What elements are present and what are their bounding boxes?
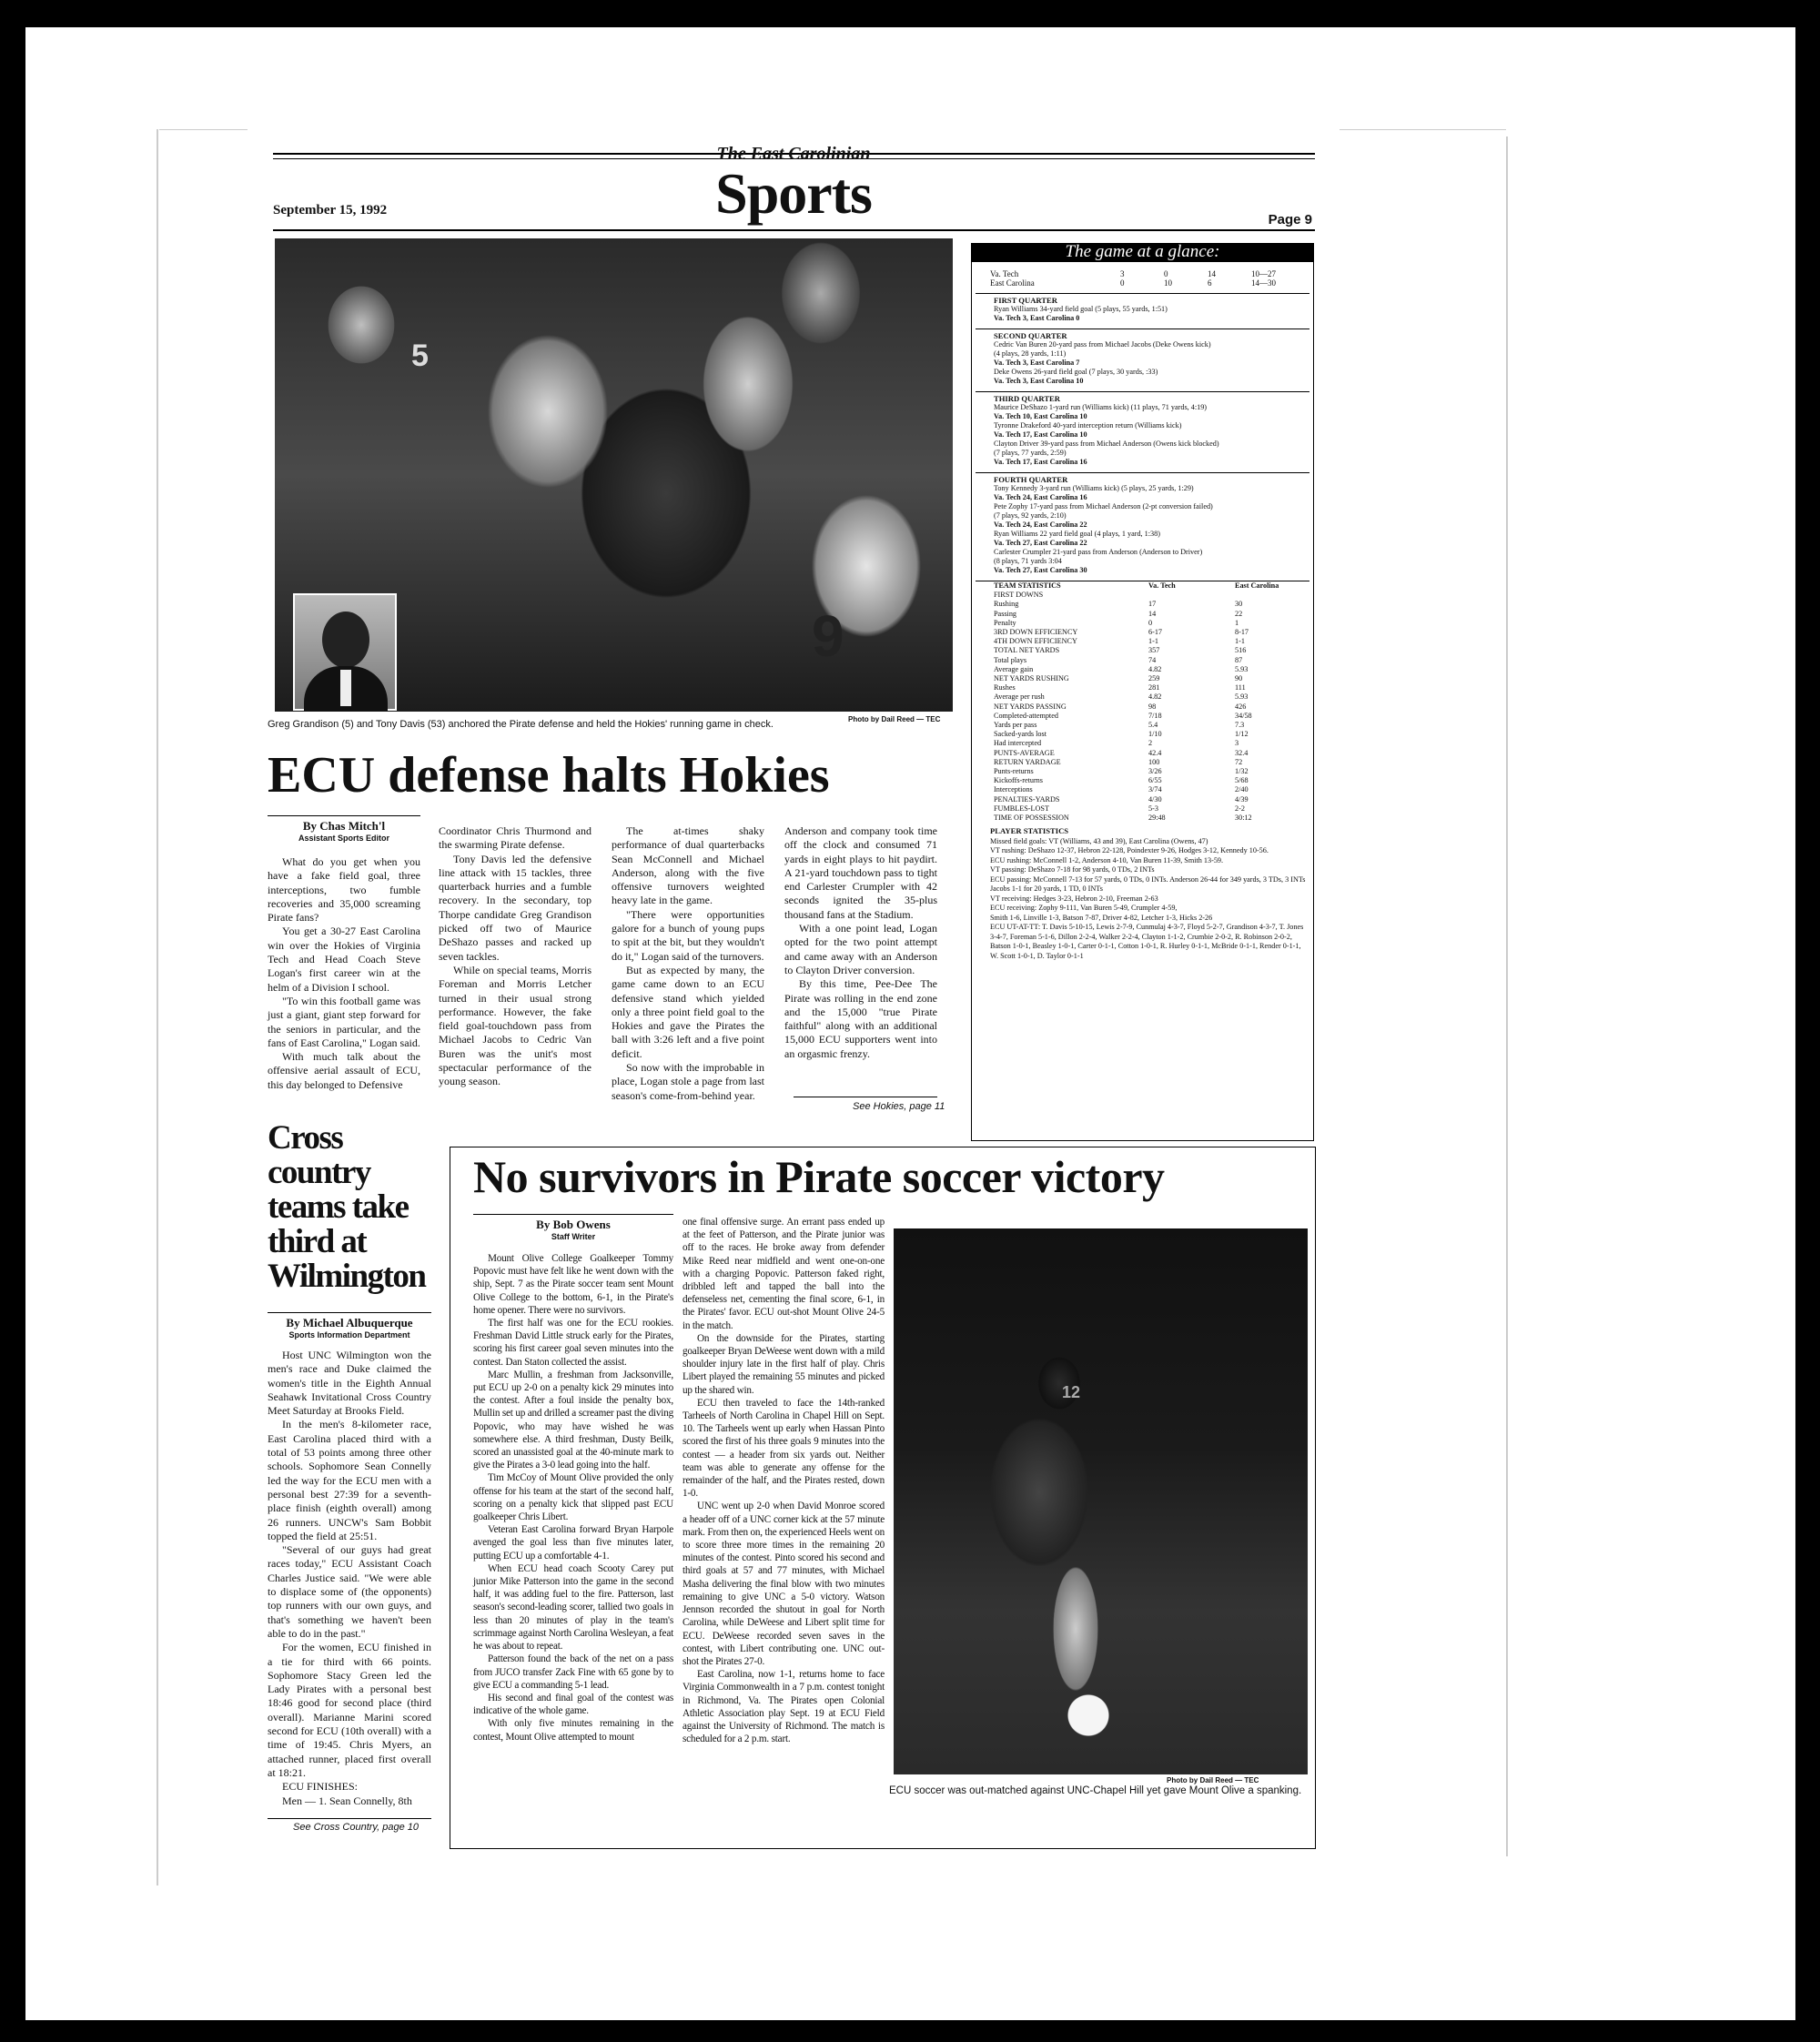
paragraph: Host UNC Wilmington won the men's race and Duke claimed the women's title in the Eighth Annual Seahawk Invitational Cross Country Meet Saturday at Brooks Field. (268, 1349, 431, 1418)
scoring-play: (7 plays, 92 yards, 2:10) (994, 511, 1067, 520)
byline-rule (268, 815, 420, 816)
paragraph: While on special teams, Morris Foreman and Morris Letcher turned in their usual strong performance. However, the fake field goal-touchdown pass from Michael Jacobs to Cedric Van Buren was the unit's most spectacular performance of the young season. (439, 963, 592, 1088)
scoring-play: Va. Tech 24, East Carolina 22 (994, 521, 1087, 529)
stat-label: FUMBLES-LOST (994, 804, 1049, 813)
player-stat-line: VT rushing: DeShazo 12-37, Hebron 22-128, Poindexter 9-26, Hodges 3-12, Kennedy 10-56. (990, 846, 1269, 855)
stat-label: Rushes (994, 683, 1016, 692)
player-stat-line: Missed field goals: VT (Williams, 43 and 39), East Carolina (Owens, 47) (990, 836, 1208, 845)
scoring-play: Ryan Williams 22 yard field goal (4 plays, 1 yard, 1:38) (994, 530, 1160, 538)
glance-title: The game at a glance: (972, 244, 1313, 262)
score-cell: 3 (1120, 269, 1125, 278)
photo-caption: Greg Grandison (5) and Tony Davis (53) anchored the Pirate defense and held the Hokies' running game in check. (268, 719, 774, 730)
stat-row (979, 739, 1311, 748)
stat-label: Passing (994, 609, 1017, 618)
stat-value: 29:48 (1148, 814, 1166, 823)
player-stat-line: ECU receiving: Zophy 9-111, Van Buren 5-49, Crumpler 4-59, (990, 904, 1178, 913)
quarter-section (976, 329, 1309, 386)
stat-label: NET YARDS PASSING (994, 702, 1067, 711)
cross-country-headline (268, 1121, 450, 1294)
paragraph: Veteran East Carolina forward Bryan Harpole avenged the goal less than five minutes later, putting ECU up a comfortable 4-1. (473, 1524, 673, 1562)
stat-value: 32.4 (1235, 748, 1249, 757)
paragraph: With much talk about the offensive aerial assault of ECU, this day belonged to Defensive (268, 1050, 420, 1091)
stat-row (979, 665, 1311, 674)
scan-edge (157, 129, 158, 1885)
scoring-play: Va. Tech 17, East Carolina 16 (994, 458, 1087, 466)
score-cell: 10 (1164, 278, 1172, 288)
stat-row (979, 628, 1311, 637)
stat-row (979, 767, 1311, 776)
paragraph: What do you get when you have a fake field goal, three interceptions, two fumble recoveries and 35,000 screaming Pirate fans? (268, 855, 420, 925)
stat-row (979, 703, 1311, 712)
quarter-section (976, 391, 1309, 467)
main-byline (268, 819, 420, 843)
stat-value: 1 (1235, 618, 1239, 627)
jersey-number: 5 (411, 339, 429, 373)
stat-value: 6-17 (1148, 628, 1163, 637)
headshot-tie (340, 670, 351, 706)
team-stats-header (979, 581, 1311, 591)
paper-name: The East Carolinian (716, 144, 871, 164)
stat-value: 5/68 (1235, 776, 1249, 785)
scoring-play: Va. Tech 3, East Carolina 7 (994, 359, 1080, 367)
stat-value: 2/40 (1235, 785, 1249, 794)
byline-name: By Chas Mitch'l (302, 819, 386, 833)
stat-value (1235, 591, 1311, 600)
stat-value: 100 (1148, 757, 1160, 766)
paragraph: By this time, Pee-Dee The Pirate was rolling in the end zone and the 15,000 "true Pirate faithful" along with an additional 15,000 ECU supporters went into an orgasmic frenzy. (784, 977, 937, 1060)
stat-row (979, 674, 1311, 683)
player-stat-line: VT receiving: Hedges 3-23, Hebron 2-10, Freeman 2-63 (990, 894, 1158, 903)
stat-value: 4/39 (1235, 794, 1249, 804)
paragraph: Marc Mullin, a freshman from Jacksonville, put ECU up 2-0 on a penalty kick 29 minutes into the contest. After a foul inside the penalty box, Mullin set up and drilled a screamer past the diving Popovic, who may have wished he was somewhere else. A third freshman, Dusty Beilk, scored an unassisted goal at the 40-minute mark to give the Pirates a 3-0 lead going into the half. (473, 1369, 673, 1471)
player-stat-line: ECU rushing: McConnell 1-2, Anderson 4-10, Van Buren 11-39, Smith 13-59. (990, 855, 1224, 864)
stat-value: 8-17 (1235, 628, 1249, 637)
paragraph: But as expected by many, the game came down to an ECU defensive stand which yielded only a three point field goal to the Hokies and gave the Pirates the ball with 3:26 left and a five point deficit. (612, 963, 764, 1060)
player-stat-line: ECU UT-AT-TT: T. Davis 5-10-15, Lewis 2-7-9, Cunmulaj 4-3-7, Floyd 5-2-7, Grandison 4-3-7, T. Jones 3-4-7, Foreman 5-1-6, Dillon 2-2-4, Walker 2-2-4, Clayton 1-1-2, Crumbie 2-0-2, R. Robinson 2-0-2, Batson 1-0-1, Beasley 1-0-1, Carter 0-1-1, Cotton 1-0-1, R. Hurley 0-1-1, McBride 0-1-1, Render 0-1-1, W. Scott 1-0-1, D. Taylor 0-1-1 (990, 923, 1304, 960)
stat-value (1148, 591, 1235, 600)
paragraph: Tim McCoy of Mount Olive provided the only offense for his team at the start of the second half, scoring on a penalty kick that slipped past ECU goalkeeper Chris Libert. (473, 1472, 673, 1523)
stat-label: PENALTIES-YARDS (994, 794, 1060, 804)
main-headline: ECU defense halts Hokies (268, 747, 830, 804)
headline-line: Cross (268, 1119, 343, 1157)
team-stats-table (979, 581, 1311, 823)
player-headshot (293, 593, 397, 711)
scoring-play: Tyronne Drakeford 40-yard interception return (Williams kick) (994, 421, 1182, 430)
stat-value: 7.3 (1235, 721, 1245, 730)
stat-label: RETURN YARDAGE (994, 757, 1061, 766)
story-column (268, 855, 420, 1092)
paragraph: For the women, ECU finished in a tie for third with 66 points. Sophomore Stacy Green led the Lady Pirates with a personal best 18:46 good for second place (third overall). Marianne Marini scored second for ECU (10th overall) with a time of 19:45. Chris Myers, an attached runner, placed first overall at 18:21. (268, 1641, 431, 1779)
paragraph: Tony Davis led the defensive line attack with 15 tackles, three quarterback hurries and a fumble recovery. In the secondary, top Thorpe candidate Greg Grandison picked off two of Maurice DeShazo passes and racked up seven tackles. (439, 852, 592, 963)
stat-row (979, 637, 1311, 646)
stat-label: Kickoffs-returns (994, 776, 1043, 785)
stat-value: 5.93 (1235, 664, 1249, 673)
story-column (473, 1252, 673, 1744)
paragraph: Coordinator Chris Thurmond and the swarming Pirate defense. (439, 824, 592, 852)
stat-value: 3 (1235, 739, 1239, 748)
stat-label: Average gain (994, 664, 1034, 673)
team-column-head: Va. Tech (1148, 581, 1176, 590)
stat-value: 281 (1148, 683, 1160, 692)
score-cell: East Carolina (990, 278, 1035, 288)
stat-value: 34/58 (1235, 711, 1252, 720)
paragraph: "There were opportunities galore for a bunch of young pups to spit at the bit, but they wouldn't do it," Logan said of the turnovers. (612, 907, 764, 963)
paragraph: East Carolina, now 1-1, returns home to face Virginia Commonwealth in a 7 p.m. contest tonight in Richmond, Va. The Pirates open Colonial Athletic Association play Sept. 19 at ECU Field against the University of Richmond. The match is scheduled for a 2 p.m. start. (682, 1669, 885, 1745)
stat-label: Sacked-yards lost (994, 730, 1046, 739)
scoring-play: Cedric Van Buren 20-yard pass from Michael Jacobs (Deke Owens kick) (994, 340, 1211, 349)
soccer-byline (473, 1218, 673, 1241)
scoring-play: Va. Tech 27, East Carolina 22 (994, 539, 1087, 547)
scoring-play: Deke Owens 26-yard field goal (7 plays, 30 yards, :33) (994, 368, 1158, 376)
page-number: Page 9 (1268, 212, 1312, 227)
photo-credit: Photo by Dail Reed — TEC (848, 715, 941, 723)
stat-row (979, 785, 1311, 794)
headline-line: country (268, 1154, 370, 1191)
stat-value: 1/12 (1235, 730, 1249, 739)
stat-label: Completed-attempted (994, 711, 1058, 720)
scan-edge (1506, 136, 1508, 1856)
paragraph: In the men's 8-kilometer race, East Carolina placed third with a total of 53 points among three other schools. Sophomore Sean Connelly led the way for the ECU men with a personal best 27:39 for a seventh-place finish (eighth overall) among 26 runners. UNCW's Sam Bobbit topped the field at 25:51. (268, 1418, 431, 1542)
stat-row (979, 730, 1311, 739)
stat-row (979, 600, 1311, 609)
score-cell: Va. Tech (990, 269, 1019, 278)
stat-value: 5-3 (1148, 804, 1158, 813)
stat-label: NET YARDS RUSHING (994, 674, 1069, 683)
stat-row (979, 721, 1311, 730)
scoring-play: Pete Zophy 17-yard pass from Michael Anderson (2-pt conversion failed) (994, 502, 1213, 510)
score-row (990, 269, 1304, 278)
stat-value: 7/18 (1148, 711, 1162, 720)
score-cell: 0 (1120, 278, 1125, 288)
scoring-play: (8 plays, 71 yards 3:04 (994, 557, 1062, 565)
paragraph: one final offensive surge. An errant pass ended up at the feet of Patterson, and the Pirate junior was off to the races. He broke away from defender Mike Reed near midfield and went one-on-one with a charging Popovic. Patterson faked right, dribbled left and tapped the ball into the defenseless net, cementing the final score, 6-1, in the Pirates' favor. ECU out-shot Mount Olive 24-5 in the match. (682, 1217, 885, 1331)
stat-value: 87 (1235, 655, 1243, 664)
stat-label: Had intercepted (994, 739, 1042, 748)
stat-row (979, 712, 1311, 721)
paragraph: ECU FINISHES: (282, 1780, 359, 1794)
story-column (268, 1349, 431, 1808)
stat-value: 3/26 (1148, 767, 1162, 776)
scoring-summary (972, 293, 1313, 575)
stat-value: 4.82 (1148, 692, 1162, 702)
soccer-headline: No survivors in Pirate soccer victory (473, 1151, 1165, 1202)
score-cell: 6 (1208, 278, 1212, 288)
stat-row (979, 692, 1311, 702)
quarter-section (976, 472, 1309, 575)
byline-rule (268, 1312, 431, 1313)
paragraph: The first half was one for the ECU rookies. Freshman David Little struck early for the Pirates, scoring his first career goal seven minutes into the contest. Dan Staton collected the assist. (473, 1318, 673, 1368)
paragraph: On the downside for the Pirates, starting goalkeeper Bryan DeWeese went down with a mild shoulder injury late in the first half of play. Chris Libert played the remaining 55 minutes and picked up the shared win. (682, 1332, 885, 1396)
stat-value: 14 (1148, 609, 1157, 618)
stat-value: 1-1 (1148, 637, 1158, 646)
scoring-play: Va. Tech 3, East Carolina 0 (994, 314, 1080, 322)
score-cell: 14—30 (1251, 278, 1276, 288)
score-cell: 10—27 (1251, 269, 1276, 278)
stat-value: 111 (1235, 683, 1246, 692)
story-column (439, 824, 592, 1089)
photo-credit: Photo by Dail Reed — TEC (1167, 1776, 1259, 1784)
score-row (990, 278, 1304, 288)
scoring-play: (7 plays, 77 yards, 2:59) (994, 449, 1067, 457)
paragraph: UNC went up 2-0 when David Monroe scored a header off of a UNC corner kick at the 57 minute mark. From then on, the experienced Heels went on to score three more times in the remaining 20 minutes of the contest. Pinto scored his second and third goals at 57 and 77 minutes, with Michael Masha delivering the final blow with two minutes remaining to give UNC a 5-0 victory. Watson Jennson recorded the shutout in goal for North Carolina, while DeWeese and Libert split time for ECU. DeWeese recorded seven saves in the contest, with Libert contributing one. UNC out-shot the Pirates 27-0. (682, 1501, 885, 1667)
stat-value: 5.4 (1148, 721, 1158, 730)
stat-value: 1-1 (1235, 637, 1245, 646)
scoring-play: Ryan Williams 34-yard field goal (5 plays, 55 yards, 1:51) (994, 305, 1168, 313)
paragraph: So now with the improbable in place, Logan stole a page from last season's come-from-behind year. (612, 1061, 764, 1102)
paragraph: "Several of our guys had great races today," ECU Assistant Coach Charles Justice said. "We were able to displace some of (the opponents) top runners with our own guys, and that's something we haven't been able to do in the past." (268, 1543, 431, 1640)
player-stat-line: Smith 1-6, Linville 1-3, Batson 7-87, Driver 4-82, Letcher 1-3, Hicks 2-26 (990, 913, 1213, 922)
scoring-play: Carlester Crumpler 21-yard pass from Anderson (Anderson to Driver) (994, 548, 1203, 556)
byline-name: By Michael Albuquerque (286, 1316, 413, 1329)
paragraph: Mount Olive College Goalkeeper Tommy Popovic must have felt like he went down with the ship, Sept. 7 as the Pirate soccer team sent Mount Olive College to the bottom, 6-1, in the Pirate's home opener. There were no survivors. (473, 1253, 673, 1316)
stat-row (979, 683, 1311, 692)
section-title: Sports (715, 161, 872, 226)
stat-row (979, 646, 1311, 655)
stat-value: 30:12 (1235, 814, 1252, 823)
stat-label: Rushing (994, 600, 1019, 609)
stat-value: 516 (1235, 646, 1247, 655)
stat-value: 72 (1235, 757, 1243, 766)
stat-value: 426 (1235, 702, 1247, 711)
jump-line[interactable]: See Hokies, page 11 (853, 1101, 945, 1112)
scoring-play: Va. Tech 10, East Carolina 10 (994, 412, 1087, 420)
cross-country-byline (268, 1316, 431, 1339)
stat-row (979, 795, 1311, 804)
stat-value: 1/10 (1148, 730, 1162, 739)
stat-label: Punts-returns (994, 767, 1034, 776)
quarter-heading: FOURTH QUARTER (994, 475, 1068, 484)
stat-value: 1/32 (1235, 767, 1249, 776)
stat-label: PUNTS-AVERAGE (994, 748, 1055, 757)
issue-date: September 15, 1992 (273, 203, 388, 217)
score-cell: 0 (1164, 269, 1168, 278)
stat-label: Total plays (994, 655, 1027, 664)
stat-value: 4.82 (1148, 664, 1162, 673)
headline-line: teams take (268, 1188, 409, 1226)
masthead-rule (273, 229, 1315, 231)
quarter-heading: FIRST QUARTER (994, 296, 1057, 305)
story-column (784, 824, 937, 1061)
stat-row (979, 758, 1311, 767)
scoring-play: Va. Tech 3, East Carolina 10 (994, 377, 1084, 385)
story-column (682, 1216, 885, 1745)
team-column-head: East Carolina (1235, 581, 1279, 590)
scoring-play: Tony Kennedy 3-yard run (Williams kick) (5 plays, 25 yards, 1:29) (994, 484, 1194, 492)
scoring-play: Va. Tech 24, East Carolina 16 (994, 493, 1087, 501)
stat-label: TOTAL NET YARDS (994, 646, 1060, 655)
stat-value: 90 (1235, 674, 1243, 683)
jump-line[interactable]: See Cross Country, page 10 (293, 1822, 419, 1833)
byline-title: Staff Writer (551, 1232, 596, 1241)
score-table (990, 269, 1304, 288)
photo-caption: ECU soccer was out-matched against UNC-Chapel Hill yet gave Mount Olive a spanking. (889, 1785, 1302, 1796)
stat-value: 2-2 (1235, 804, 1245, 813)
stat-value: 17 (1148, 600, 1157, 609)
story-column (612, 824, 764, 1103)
stat-row (979, 804, 1311, 814)
stat-row (979, 610, 1311, 619)
paragraph: Anderson and company took time off the clock and consumed 71 yards in eight plays to hit paydirt. A 21-yard touchdown pass to tight end Carlester Crumpler with 42 seconds ignited the 35-plus thousand fans at the Stadium. (784, 824, 937, 921)
football-photo (275, 238, 953, 712)
stat-value: 30 (1235, 600, 1243, 609)
stat-label: 4TH DOWN EFFICIENCY (994, 637, 1077, 646)
jersey-number: 9 (812, 603, 844, 669)
game-at-a-glance-box (971, 243, 1314, 1141)
scoring-play: Va. Tech 17, East Carolina 10 (994, 430, 1087, 439)
stat-value: 74 (1148, 655, 1157, 664)
stat-value: 98 (1148, 702, 1157, 711)
paragraph: His second and final goal of the contest was indicative of the whole game. (473, 1692, 673, 1717)
stat-value: 357 (1148, 646, 1160, 655)
quarter-section (976, 293, 1309, 323)
jump-rule (268, 1818, 431, 1819)
scoring-play: (4 plays, 28 yards, 1:11) (994, 349, 1067, 358)
stat-label: Penalty (994, 618, 1016, 627)
stat-value: 2 (1148, 739, 1153, 748)
stat-row (979, 619, 1311, 628)
paragraph: ECU then traveled to face the 14th-ranked Tarheels of North Carolina in Chapel Hill on Sept. 10. The Tarheels went up early when Hassan Pinto scored the first of his three goals 9 minutes into the contest — a header from six yards out. Neither team was able to generate any offense for the remainder of the half, and the Pirates rested, down 1-0. (682, 1397, 885, 1500)
stat-value: 22 (1235, 609, 1243, 618)
paragraph: The at-times shaky performance of dual quarterbacks Sean McConnell and Michael Anderson, along with the five offensive turnovers weighted heavy late in the game. (612, 824, 764, 907)
stat-label: FIRST DOWNS (994, 591, 1044, 600)
stat-row (979, 749, 1311, 758)
paragraph: "To win this football game was just a giant, giant step forward for the seniors in particular, and the fans of East Carolina," Logan said. (268, 994, 420, 1049)
paragraph: When ECU head coach Scooty Carey put junior Mike Patterson into the game in the second half, it was adding fuel to the fire. Patterson, last season's second-leading scorer, tallied two goals in less than 20 minutes of play in the team's scrimmage against North Carolina Wesleyan, a feat he was about to repeat. (473, 1562, 673, 1653)
byline-name: By Bob Owens (536, 1218, 611, 1231)
team-stats-heading: TEAM STATISTICS (994, 581, 1061, 590)
player-stat-line: VT passing: DeShazo 7-18 for 98 yards, 0 TDs, 2 INTs (990, 865, 1155, 874)
player-stat-line: ECU passing: McConnell 7-13 for 57 yards, 0 TDs, 0 INTs. Anderson 26-44 for 349 yards, 3 TDs, 3 INTs (990, 874, 1306, 884)
stat-row (979, 656, 1311, 665)
scoring-play: Va. Tech 27, East Carolina 30 (994, 566, 1087, 574)
stat-value: 3/74 (1148, 785, 1162, 794)
paragraph: With only five minutes remaining in the contest, Mount Olive attempted to mount (473, 1718, 673, 1743)
paragraph: You get a 30-27 East Carolina win over the Hokies of Virginia Tech and Head Coach Steve Logan's first career win at the helm of a Division I school. (268, 925, 420, 994)
stat-label: TIME OF POSSESSION (994, 814, 1069, 823)
headshot-head (322, 612, 369, 668)
player-stats-heading: PLAYER STATISTICS (990, 826, 1069, 836)
newspaper-page (248, 127, 1340, 1856)
byline-rule (473, 1214, 673, 1215)
jersey-number: 12 (1062, 1383, 1081, 1401)
stat-value: 259 (1148, 674, 1160, 683)
headline-line: third at (268, 1223, 367, 1260)
stat-label: Average per rush (994, 692, 1045, 702)
stat-value: 42.4 (1148, 748, 1162, 757)
score-cell: 14 (1208, 269, 1216, 278)
stat-value: 0 (1148, 618, 1153, 627)
stat-row (979, 814, 1311, 823)
quarter-heading: SECOND QUARTER (994, 331, 1067, 340)
stat-value: 6/55 (1148, 776, 1162, 785)
player-stat-line: Jacobs 1-1 for 20 yards, 1 TD, 0 INTs (990, 885, 1103, 894)
paragraph: With a one point lead, Logan opted for the two point attempt and came away with an Anderson to Clayton Driver conversion. (784, 922, 937, 976)
scoring-play: Clayton Driver 39-yard pass from Michael Anderson (Owens kick blocked) (994, 440, 1219, 448)
stat-value: 5.93 (1235, 692, 1249, 702)
stat-row (979, 591, 1311, 600)
stat-label: Yards per pass (994, 721, 1037, 730)
scoring-play: Maurice DeShazo 1-yard run (Williams kick) (11 plays, 71 yards, 4:19) (994, 403, 1208, 411)
stat-row (979, 776, 1311, 785)
quarter-heading: THIRD QUARTER (994, 394, 1060, 403)
stat-label: 3RD DOWN EFFICIENCY (994, 628, 1078, 637)
headline-line: Wilmington (268, 1258, 426, 1295)
stat-label: Interceptions (994, 785, 1033, 794)
byline-title: Assistant Sports Editor (298, 834, 389, 843)
paragraph: Patterson found the back of the net on a pass from JUCO transfer Zack Fine with 65 gone by to give ECU a commanding 5-1 lead. (473, 1653, 673, 1691)
byline-title: Sports Information Department (288, 1330, 410, 1339)
player-stats-section (972, 823, 1313, 961)
soccer-photo (894, 1228, 1308, 1774)
team-stats-section (976, 581, 1309, 823)
stat-value: 4/30 (1148, 794, 1162, 804)
paragraph: Men — 1. Sean Connelly, 8th (282, 1794, 412, 1807)
